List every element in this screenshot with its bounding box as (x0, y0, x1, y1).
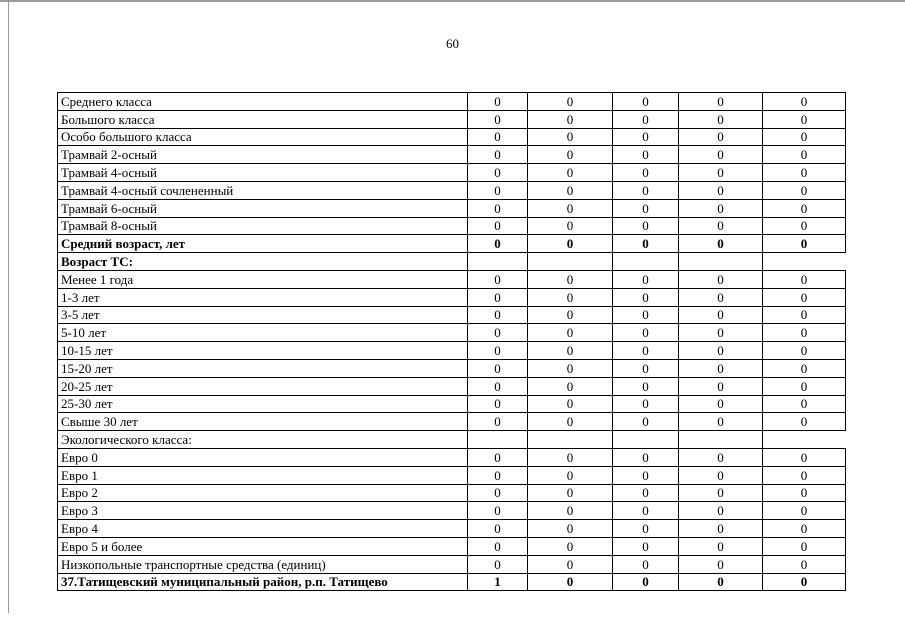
table-body (58, 93, 846, 591)
table-row (58, 359, 846, 377)
value-cell: 0 (613, 413, 679, 431)
value-cell: 0 (679, 395, 763, 413)
row-label-cell: Средний возраст, лет (58, 235, 468, 253)
value-cell: 0 (763, 520, 846, 538)
value-cell: 0 (613, 395, 679, 413)
table-row (58, 253, 846, 271)
value-cell: 0 (679, 573, 763, 591)
value-cell: 0 (613, 146, 679, 164)
page-border-left (8, 0, 9, 613)
value-cell (679, 431, 763, 449)
table-row (58, 181, 846, 199)
value-cell: 0 (613, 199, 679, 217)
row-label-cell: 3-5 лет (58, 306, 468, 324)
value-cell: 0 (468, 537, 528, 555)
value-cell: 0 (528, 288, 613, 306)
value-cell: 0 (763, 93, 846, 111)
row-label-cell: Особо большого класса (58, 128, 468, 146)
value-cell (468, 253, 528, 271)
value-cell: 0 (763, 359, 846, 377)
value-cell: 0 (679, 324, 763, 342)
value-cell: 0 (763, 181, 846, 199)
table-row (58, 235, 846, 253)
value-cell: 0 (763, 306, 846, 324)
value-cell: 0 (528, 164, 613, 182)
value-cell: 0 (528, 235, 613, 253)
value-cell: 0 (763, 448, 846, 466)
vehicle-stats-table (57, 92, 846, 591)
value-cell (528, 253, 613, 271)
row-label-cell: 1-3 лет (58, 288, 468, 306)
value-cell: 0 (528, 110, 613, 128)
value-cell: 0 (528, 93, 613, 111)
table-row (58, 110, 846, 128)
value-cell: 0 (763, 484, 846, 502)
value-cell: 0 (679, 181, 763, 199)
table-row (58, 217, 846, 235)
value-cell: 0 (679, 377, 763, 395)
table-row (58, 288, 846, 306)
value-cell: 0 (763, 413, 846, 431)
table-row (58, 324, 846, 342)
value-cell: 0 (613, 324, 679, 342)
page-border-top (0, 0, 905, 2)
value-cell: 0 (528, 342, 613, 360)
page-number: 60 (446, 36, 459, 51)
value-cell: 0 (763, 110, 846, 128)
value-cell: 0 (468, 181, 528, 199)
table-row (58, 502, 846, 520)
value-cell: 0 (468, 359, 528, 377)
value-cell: 0 (528, 324, 613, 342)
value-cell (528, 431, 613, 449)
row-label-cell: Евро 5 и более (58, 537, 468, 555)
row-label-cell: Большого класса (58, 110, 468, 128)
value-cell: 0 (679, 413, 763, 431)
value-cell: 0 (679, 146, 763, 164)
value-cell: 0 (679, 520, 763, 538)
value-cell: 0 (528, 537, 613, 555)
value-cell: 0 (528, 181, 613, 199)
table-row (58, 377, 846, 395)
value-cell: 0 (468, 484, 528, 502)
value-cell: 0 (528, 520, 613, 538)
value-cell (679, 253, 763, 271)
value-cell: 0 (468, 270, 528, 288)
value-cell: 0 (679, 270, 763, 288)
table-row (58, 342, 846, 360)
row-label-cell: 5-10 лет (58, 324, 468, 342)
value-cell: 0 (468, 377, 528, 395)
value-cell: 0 (679, 448, 763, 466)
row-label-cell: 37.Татищевский муниципальный район, р.п. Татищево (58, 573, 468, 591)
value-cell: 0 (528, 395, 613, 413)
value-cell: 0 (468, 164, 528, 182)
value-cell: 0 (468, 413, 528, 431)
value-cell: 1 (468, 573, 528, 591)
value-cell: 0 (613, 537, 679, 555)
value-cell: 0 (613, 110, 679, 128)
value-cell: 0 (679, 359, 763, 377)
value-cell: 0 (613, 484, 679, 502)
value-cell (468, 431, 528, 449)
value-cell: 0 (763, 146, 846, 164)
value-cell: 0 (763, 235, 846, 253)
table-row (58, 306, 846, 324)
value-cell: 0 (763, 324, 846, 342)
value-cell: 0 (468, 448, 528, 466)
value-cell: 0 (528, 502, 613, 520)
value-cell: 0 (528, 466, 613, 484)
value-cell: 0 (763, 537, 846, 555)
row-label-cell: 10-15 лет (58, 342, 468, 360)
value-cell: 0 (613, 217, 679, 235)
value-cell: 0 (528, 128, 613, 146)
value-cell: 0 (679, 537, 763, 555)
row-label-cell: Евро 3 (58, 502, 468, 520)
table-row (58, 164, 846, 182)
value-cell (763, 431, 846, 449)
value-cell: 0 (679, 93, 763, 111)
row-label-cell: 15-20 лет (58, 359, 468, 377)
row-label-cell: Свыше 30 лет (58, 413, 468, 431)
value-cell: 0 (468, 93, 528, 111)
row-label-cell: Низкопольные транспортные средства (единиц) (58, 555, 468, 573)
value-cell: 0 (528, 270, 613, 288)
value-cell: 0 (528, 146, 613, 164)
value-cell: 0 (613, 502, 679, 520)
table-row (58, 431, 846, 449)
row-label-cell: Трамвай 8-осный (58, 217, 468, 235)
value-cell (613, 253, 679, 271)
value-cell: 0 (763, 573, 846, 591)
value-cell: 0 (679, 484, 763, 502)
value-cell: 0 (468, 555, 528, 573)
table-row (58, 199, 846, 217)
value-cell: 0 (613, 448, 679, 466)
value-cell: 0 (468, 306, 528, 324)
value-cell: 0 (613, 359, 679, 377)
value-cell: 0 (613, 377, 679, 395)
value-cell: 0 (468, 235, 528, 253)
table-row (58, 395, 846, 413)
value-cell: 0 (528, 217, 613, 235)
value-cell: 0 (468, 110, 528, 128)
table-row (58, 520, 846, 538)
value-cell: 0 (528, 555, 613, 573)
value-cell: 0 (468, 395, 528, 413)
value-cell: 0 (679, 217, 763, 235)
row-label-cell: Евро 2 (58, 484, 468, 502)
table-row (58, 128, 846, 146)
table-row (58, 466, 846, 484)
row-label-cell: Трамвай 4-осный (58, 164, 468, 182)
value-cell (763, 253, 846, 271)
value-cell: 0 (679, 342, 763, 360)
value-cell: 0 (613, 164, 679, 182)
value-cell: 0 (679, 199, 763, 217)
table-row (58, 448, 846, 466)
value-cell: 0 (528, 306, 613, 324)
table-row (58, 146, 846, 164)
row-label-cell: 20-25 лет (58, 377, 468, 395)
value-cell: 0 (613, 288, 679, 306)
row-label-cell: Менее 1 года (58, 270, 468, 288)
value-cell: 0 (528, 359, 613, 377)
value-cell: 0 (613, 235, 679, 253)
table-row (58, 555, 846, 573)
value-cell: 0 (763, 466, 846, 484)
value-cell: 0 (613, 342, 679, 360)
value-cell: 0 (763, 342, 846, 360)
value-cell: 0 (468, 342, 528, 360)
value-cell: 0 (528, 448, 613, 466)
value-cell: 0 (613, 466, 679, 484)
row-label-cell: 25-30 лет (58, 395, 468, 413)
value-cell: 0 (528, 377, 613, 395)
value-cell: 0 (468, 466, 528, 484)
value-cell: 0 (528, 199, 613, 217)
value-cell: 0 (763, 288, 846, 306)
value-cell: 0 (528, 573, 613, 591)
value-cell: 0 (613, 306, 679, 324)
value-cell: 0 (468, 502, 528, 520)
value-cell: 0 (468, 520, 528, 538)
value-cell: 0 (763, 199, 846, 217)
value-cell: 0 (613, 181, 679, 199)
value-cell: 0 (679, 555, 763, 573)
value-cell: 0 (528, 413, 613, 431)
value-cell: 0 (679, 502, 763, 520)
value-cell: 0 (468, 199, 528, 217)
row-label-cell: Трамвай 6-осный (58, 199, 468, 217)
value-cell: 0 (679, 235, 763, 253)
value-cell: 0 (613, 93, 679, 111)
value-cell: 0 (763, 217, 846, 235)
value-cell: 0 (613, 555, 679, 573)
value-cell: 0 (468, 217, 528, 235)
value-cell: 0 (468, 128, 528, 146)
value-cell: 0 (613, 270, 679, 288)
value-cell: 0 (468, 146, 528, 164)
value-cell: 0 (468, 324, 528, 342)
value-cell: 0 (468, 288, 528, 306)
row-label-cell: Среднего класса (58, 93, 468, 111)
value-cell: 0 (613, 128, 679, 146)
table-row (58, 537, 846, 555)
value-cell: 0 (763, 502, 846, 520)
row-label-cell: Трамвай 2-осный (58, 146, 468, 164)
value-cell (613, 431, 679, 449)
value-cell: 0 (679, 164, 763, 182)
row-label-cell: Трамвай 4-осный сочлененный (58, 181, 468, 199)
value-cell: 0 (763, 395, 846, 413)
table-row (58, 270, 846, 288)
value-cell: 0 (763, 270, 846, 288)
value-cell: 0 (763, 377, 846, 395)
value-cell: 0 (763, 555, 846, 573)
value-cell: 0 (613, 520, 679, 538)
value-cell: 0 (679, 128, 763, 146)
value-cell: 0 (763, 164, 846, 182)
row-label-cell: Евро 4 (58, 520, 468, 538)
row-label-cell: Экологического класса: (58, 431, 468, 449)
value-cell: 0 (679, 110, 763, 128)
table-row (58, 413, 846, 431)
value-cell: 0 (679, 288, 763, 306)
table-row (58, 573, 846, 591)
value-cell: 0 (679, 466, 763, 484)
table-row (58, 484, 846, 502)
value-cell: 0 (613, 573, 679, 591)
row-label-cell: Евро 0 (58, 448, 468, 466)
row-label-cell: Евро 1 (58, 466, 468, 484)
table-row (58, 93, 846, 111)
value-cell: 0 (679, 306, 763, 324)
row-label-cell: Возраст ТС: (58, 253, 468, 271)
value-cell: 0 (528, 484, 613, 502)
value-cell: 0 (763, 128, 846, 146)
